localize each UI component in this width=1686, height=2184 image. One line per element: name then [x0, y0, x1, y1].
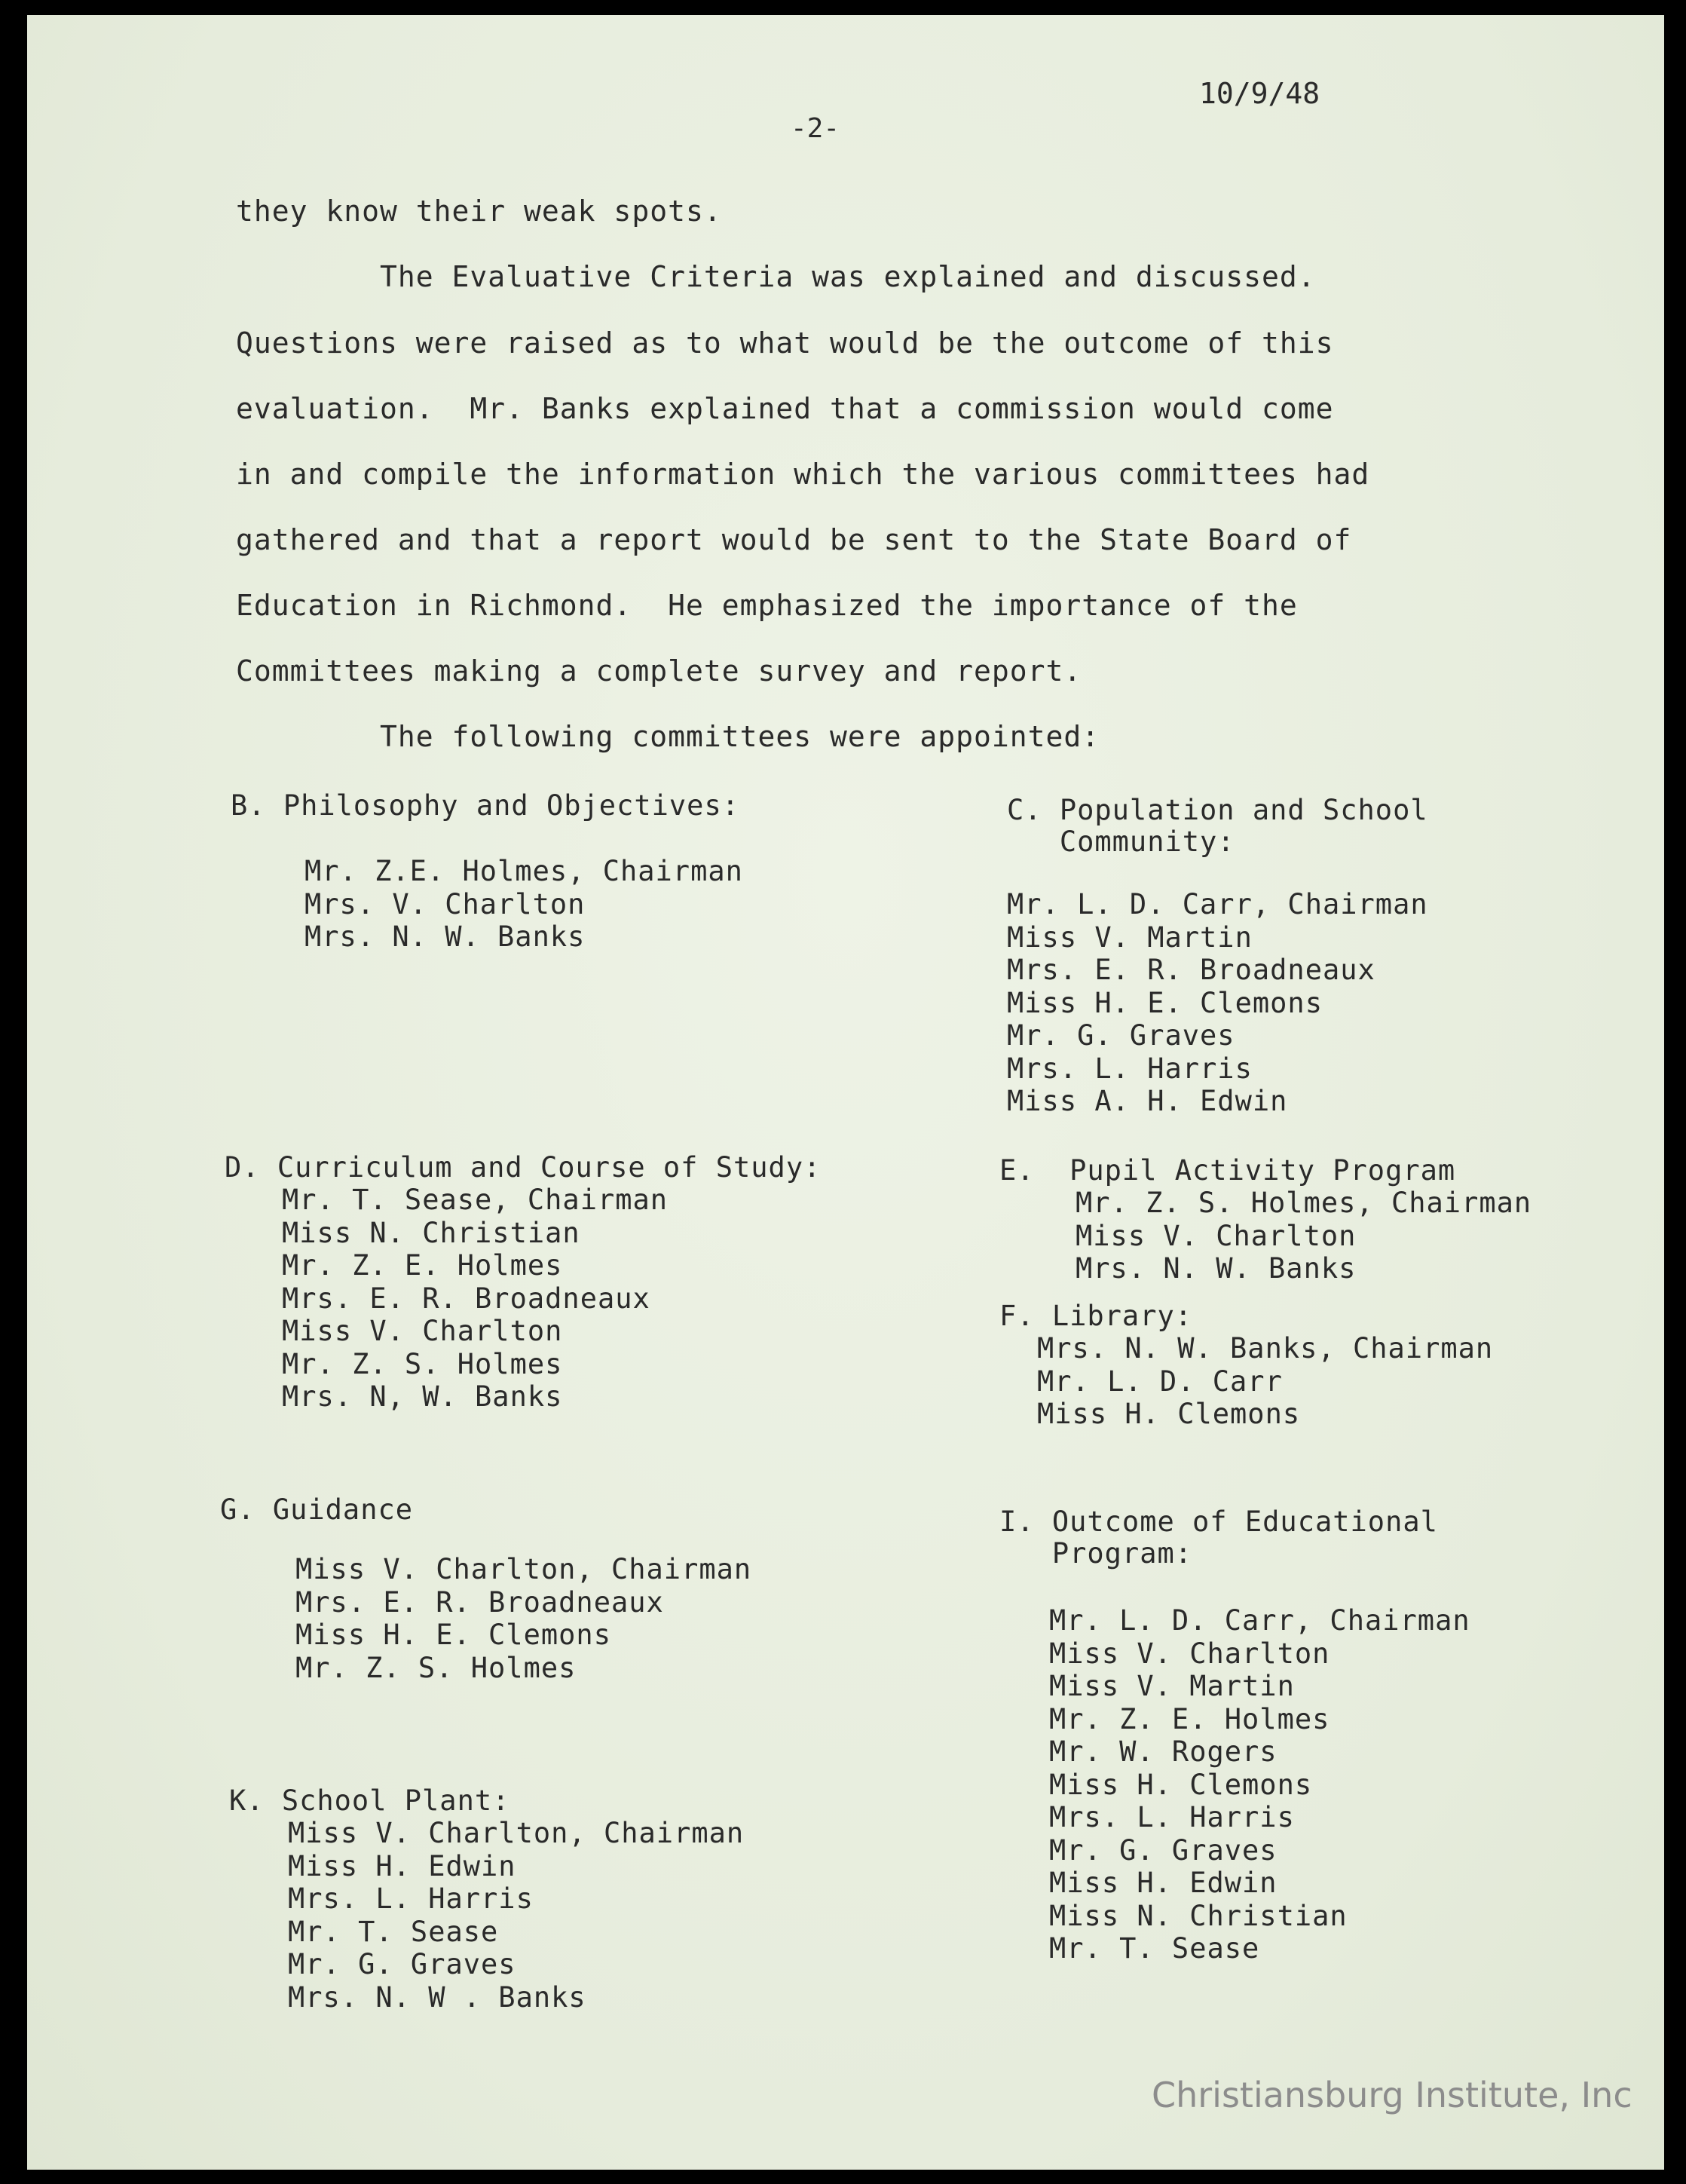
paragraph-line: gathered and that a report would be sent to the State Board of [236, 523, 1352, 556]
member: Mrs. N. W . Banks [288, 1980, 586, 2014]
member: Miss H. E. Clemons [295, 1619, 611, 1651]
member: Miss V. Charlton, Chairman [288, 1817, 745, 1849]
member: Miss H. Clemons [1037, 1398, 1301, 1430]
member-list [1037, 1332, 1493, 1431]
member: Mrs. L. Harris [1049, 1801, 1295, 1833]
member: Miss H. Edwin [288, 1849, 516, 1882]
committee-heading: D. Curriculum and Course of Study: [225, 1151, 822, 1184]
member: Mrs. N, W. Banks [282, 1380, 563, 1413]
committee-heading: I. Outcome of Educational Program: [999, 1506, 1438, 1570]
committee-i [999, 1506, 1470, 1965]
committee-heading: F. Library: [999, 1300, 1193, 1332]
member: Miss V. Charlton [1076, 1219, 1357, 1252]
member-list [288, 1817, 744, 2014]
member: Mr. L. D. Carr, Chairman [1049, 1604, 1470, 1637]
member: Mr. Z. E. Holmes [282, 1249, 563, 1282]
member: Mrs. N. W. Banks [1076, 1252, 1357, 1285]
member: Mrs. E. R. Broadneaux [282, 1282, 650, 1315]
member: Mr. Z. S. Holmes, Chairman [1076, 1187, 1532, 1219]
member: Mr. Z.E. Holmes, Chairman [304, 855, 743, 887]
member: Mr. Z. E. Holmes [1049, 1702, 1330, 1735]
paragraph-line: The Evaluative Criteria was explained and discussed. [236, 260, 1316, 293]
member: Mrs. E. R. Broadneaux [295, 1585, 664, 1619]
member: Mrs. L. Harris [1007, 1052, 1253, 1085]
member: Mrs. E. R. Broadneaux [1007, 954, 1375, 986]
member: Mr. T. Sease [288, 1915, 499, 1948]
committee-heading: K. School Plant: [229, 1784, 510, 1817]
committee-b [231, 790, 743, 954]
paragraph-line: they know their weak spots. [236, 195, 722, 228]
member: Mr. G. Graves [1049, 1833, 1278, 1867]
member: Mrs. V. Charlton [304, 887, 586, 920]
page-number: -2- [791, 113, 840, 144]
committee-e [999, 1155, 1531, 1285]
member-list [1076, 1187, 1531, 1285]
member: Mr. T. Sease, Chairman [282, 1184, 669, 1216]
member: Mr. G. Graves [1007, 1019, 1235, 1052]
member: Mrs. N. W. Banks [304, 920, 586, 953]
member: Mr. L. D. Carr, Chairman [1007, 888, 1428, 920]
member-list [1049, 1604, 1470, 1965]
member: Miss V. Charlton [1049, 1637, 1330, 1670]
document-date: 10/9/48 [1199, 77, 1320, 110]
paragraph-line: in and compile the information which the various committees had [236, 458, 1370, 491]
paragraph-line: evaluation. Mr. Banks explained that a commission would come [236, 392, 1334, 425]
committee-heading: B. Philosophy and Objectives: [231, 789, 740, 822]
committee-k [229, 1785, 744, 2014]
member: Miss V. Martin [1007, 920, 1253, 954]
member: Mrs. L. Harris [288, 1882, 534, 1915]
member-list [304, 855, 743, 954]
member: Miss V. Charlton, Chairman [295, 1553, 752, 1585]
member: Mr. T. Sease [1049, 1932, 1260, 1965]
archive-watermark: Christiansburg Institute, Inc [1152, 2075, 1632, 2115]
committee-heading: C. Population and School Community: [1007, 794, 1428, 858]
member: Mrs. N. W. Banks, Chairman [1037, 1332, 1494, 1365]
committee-heading: E. Pupil Activity Program [999, 1154, 1456, 1187]
committee-g [220, 1494, 751, 1684]
member: Miss H. Edwin [1049, 1867, 1278, 1899]
member: Miss N. Christian [282, 1216, 580, 1249]
member-list [1007, 888, 1428, 1118]
member-list [282, 1184, 821, 1414]
member: Miss H. Clemons [1049, 1768, 1313, 1801]
member: Mr. W. Rogers [1049, 1735, 1278, 1768]
document-page [27, 15, 1664, 2170]
paragraph-line: Education in Richmond. He emphasized the importance of the [236, 589, 1298, 622]
member: Miss N. Christian [1049, 1899, 1348, 1932]
committee-f [999, 1300, 1493, 1431]
member: Miss V. Martin [1049, 1670, 1295, 1702]
member: Miss A. H. Edwin [1007, 1085, 1288, 1117]
member: Mr. G. Graves [288, 1948, 516, 1980]
committee-heading: G. Guidance [220, 1493, 414, 1526]
paragraph-line: Committees making a complete survey and report. [236, 654, 1082, 688]
member: Miss V. Charlton [282, 1315, 563, 1347]
member: Mr. Z. S. Holmes [282, 1347, 563, 1380]
committee-c [1007, 795, 1428, 1118]
committee-d [225, 1152, 821, 1414]
paragraph-line: The following committees were appointed: [236, 720, 1100, 753]
paragraph-line: Questions were raised as to what would be the outcome of this [236, 326, 1334, 360]
member: Mr. L. D. Carr [1037, 1365, 1283, 1398]
member: Miss H. E. Clemons [1007, 986, 1323, 1019]
member-list [295, 1553, 751, 1684]
member: Mr. Z. S. Holmes [295, 1651, 577, 1684]
